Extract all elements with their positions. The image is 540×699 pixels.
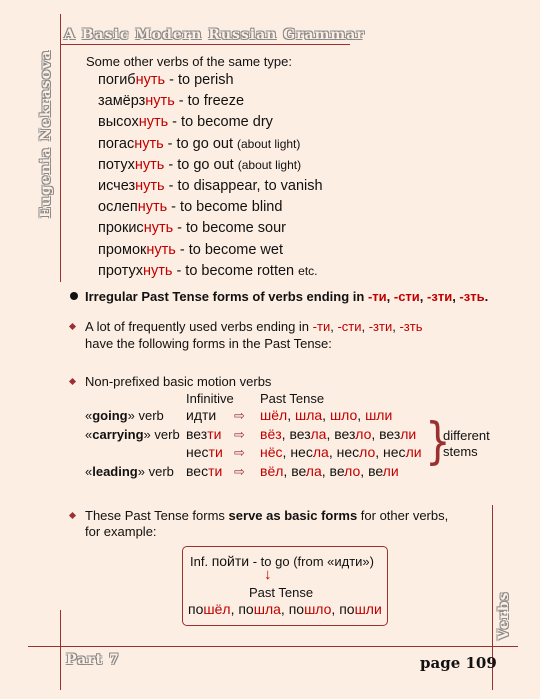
past-ending: ла [310,425,327,442]
motion-past [260,407,392,423]
motion-infinitive [186,426,221,442]
past-form: нёс [260,444,283,460]
past-stem: вез [334,425,356,442]
inf-stem: нес [186,444,209,460]
separator: , [371,425,380,442]
past-stem: ве [368,462,383,479]
separator: , [419,289,428,304]
past-form: шёл [203,601,231,617]
motion-label-word: carrying [92,426,144,442]
separator: , [287,407,295,423]
down-arrow-icon: ↓ [264,566,272,583]
inf-stem: идти [186,407,217,423]
motion-label-word: going [92,408,128,423]
past-ending: ла [305,462,322,479]
motion-label [85,408,164,423]
motion-past [260,463,399,479]
prefix: по [288,601,305,617]
verb-item [98,93,244,109]
verb-note: (about light) [237,136,301,151]
past-form: шёл [260,407,288,423]
arrow-right-icon: ⇨ [234,408,245,423]
verb-stem: погас [98,135,135,152]
verb-ending: нуть [145,93,175,110]
quote-open: « [85,463,93,479]
period: . [484,289,489,304]
verb-item [98,220,286,236]
past-form: шла [253,601,281,617]
motion-label-tail: verb [144,463,174,479]
separator: , [280,601,289,617]
inf-ending: ти [208,462,223,479]
heading-bullet [70,292,78,300]
separator: , [331,601,340,617]
prefix: по [188,601,204,617]
separator: , [283,462,292,479]
ending: -сти [337,319,362,334]
example-past-label: Past Tense [249,585,314,600]
intro-text: Some other verbs of the same type: [86,54,292,69]
past-form: шли [365,407,393,423]
past-ending: ли [382,462,399,479]
ending: -зти [368,319,393,334]
motion-past [260,444,422,460]
ending: -зть [399,319,423,334]
separator: , [452,289,460,304]
separator: , [322,407,330,423]
past-form: шло [304,601,332,617]
past-stem: вез [379,425,401,442]
part-label: Part 7 [66,652,120,668]
past-ending: ло [355,425,372,442]
past-form: вёз [260,425,282,442]
verb-item [98,114,273,130]
motion-label-word: leading [92,463,138,479]
separator: , [360,462,369,479]
page-number: page 109 [420,654,497,672]
past-form: шли [354,601,382,617]
irregular-past-heading: Irregular Past Tense forms of verbs ending in -ти, -сти, -зти, -зть. [85,289,489,304]
past-form: шло [329,407,358,423]
verb-item [98,263,318,279]
verb-gloss: - to become dry [168,114,273,131]
ending: -зти [427,289,453,304]
verb-item [98,242,283,258]
para2-line2: for example: [85,524,157,539]
quote-open: « [85,408,93,423]
past-stem: нес [383,444,406,460]
separator: , [282,444,291,460]
verb-ending: нуть [146,241,176,258]
verb-ending: нуть [137,199,168,216]
verb-stem: потух [98,156,135,173]
motion-label-tail: verb [134,408,164,423]
verb-gloss: - to disappear, to vanish [164,178,323,194]
ending: -зть [459,289,485,304]
separator: , [357,407,366,423]
para2-line1: These Past Tense forms serve as basic forms for other verbs, [85,508,449,523]
brace-label-1: different [443,428,490,443]
ending: -ти [367,289,387,304]
left-rule [60,14,61,282]
bullet-2 [69,378,76,385]
example-past-forms [188,601,382,617]
separator: , [386,289,394,304]
verb-gloss: - to perish [165,72,234,88]
verb-gloss: - to go out [164,156,238,173]
verb-note: etc. [298,263,318,278]
verb-ending: нуть [142,262,173,279]
separator: , [321,462,330,479]
arrow-right-icon: ⇨ [234,426,245,442]
book-title: A Basic Modern Russian Grammar [64,27,365,43]
motion-infinitive [186,463,222,479]
top-rule [60,44,350,45]
verb-gloss: - to become wet [175,241,283,258]
separator: , [281,425,290,442]
verb-gloss: - to freeze [174,93,245,110]
separator: , [330,319,338,334]
motion-label-tail: verb [150,426,180,442]
arrow-right-icon: ⇨ [234,445,245,460]
past-stem: вез [289,425,311,442]
motion-title: Non-prefixed basic motion verbs [85,374,272,389]
past-ending: ло [344,462,361,479]
verb-ending: нуть [134,156,165,173]
verb-item [98,199,282,215]
separator: , [328,444,337,460]
motion-label [85,427,180,442]
ending: -ти [312,319,331,334]
verb-gloss: - to become blind [167,199,283,216]
separator: , [230,601,239,617]
verb-item [98,178,323,194]
verb-ending: нуть [143,220,174,237]
inf-ending: ти [207,425,222,442]
separator: , [326,425,335,442]
motion-past [260,426,416,442]
past-form: вёл [260,462,284,479]
brace-icon: } [425,412,451,470]
bullet-3 [69,512,76,519]
past-stem: ве [329,462,345,479]
past-ending: ли [400,425,417,442]
verb-stem: исчез [98,178,136,194]
past-form: шла [294,407,323,423]
verb-stem: высох [98,114,139,131]
bullet-1 [69,323,76,330]
verb-ending: нуть [135,178,165,194]
separator: , [375,444,384,460]
section-name: Verbs [496,591,512,640]
verb-gloss: - to go out [163,135,238,152]
past-ending: ли [405,444,422,460]
verb-ending: нуть [135,72,166,88]
prefix: по [339,601,355,617]
verb-gloss: - to become rotten [172,262,299,279]
verb-item [98,157,301,173]
col-past: Past Tense [260,391,325,406]
motion-label [85,464,174,479]
verb-item [98,72,234,88]
prefix: по [238,601,254,617]
verb-stem: погиб [98,72,136,88]
verb-ending: нуть [134,135,164,152]
left-rule-bottom [60,610,61,690]
verb-stem: замёрз [98,93,146,110]
verb-stem: протух [98,262,143,279]
verb-item [98,136,300,152]
quote-open: « [85,426,93,442]
past-stem: нес [290,444,313,460]
past-ending: ло [359,444,376,460]
example-infinitive: Inf. пойти - to go (from «идти») [190,553,374,569]
verb-gloss: - to become sour [173,220,286,237]
motion-infinitive [186,444,223,460]
ending: -сти [393,289,420,304]
para1-line1: A lot of frequently used verbs ending in -ти, -сти, -зти, -зть [85,319,423,334]
verb-note: (about light) [237,157,302,172]
author-name: Eugenia Nekrasova [38,49,54,218]
inf-stem: вес [186,462,209,479]
past-stem: нес [336,444,360,460]
verb-ending: нуть [138,114,169,131]
separator: , [361,319,369,334]
verb-stem: ослеп [98,199,138,216]
col-infinitive: Infinitive [186,391,234,406]
quote-close: » [137,463,145,479]
brace-label-2: stems [443,444,478,459]
past-ending: ла [312,444,329,460]
bottom-rule [28,646,518,647]
inf-ending: ти [208,444,223,460]
motion-infinitive [186,407,216,423]
para1-line2: have the following forms in the Past Tense: [85,336,332,351]
arrow-right-icon: ⇨ [234,463,245,479]
separator: , [392,319,400,334]
quote-close: » [127,408,135,423]
verb-stem: прокис [98,220,144,237]
quote-close: » [143,426,151,442]
past-stem: ве [291,462,306,479]
inf-stem: вез [186,425,208,442]
verb-stem: промок [98,241,147,258]
